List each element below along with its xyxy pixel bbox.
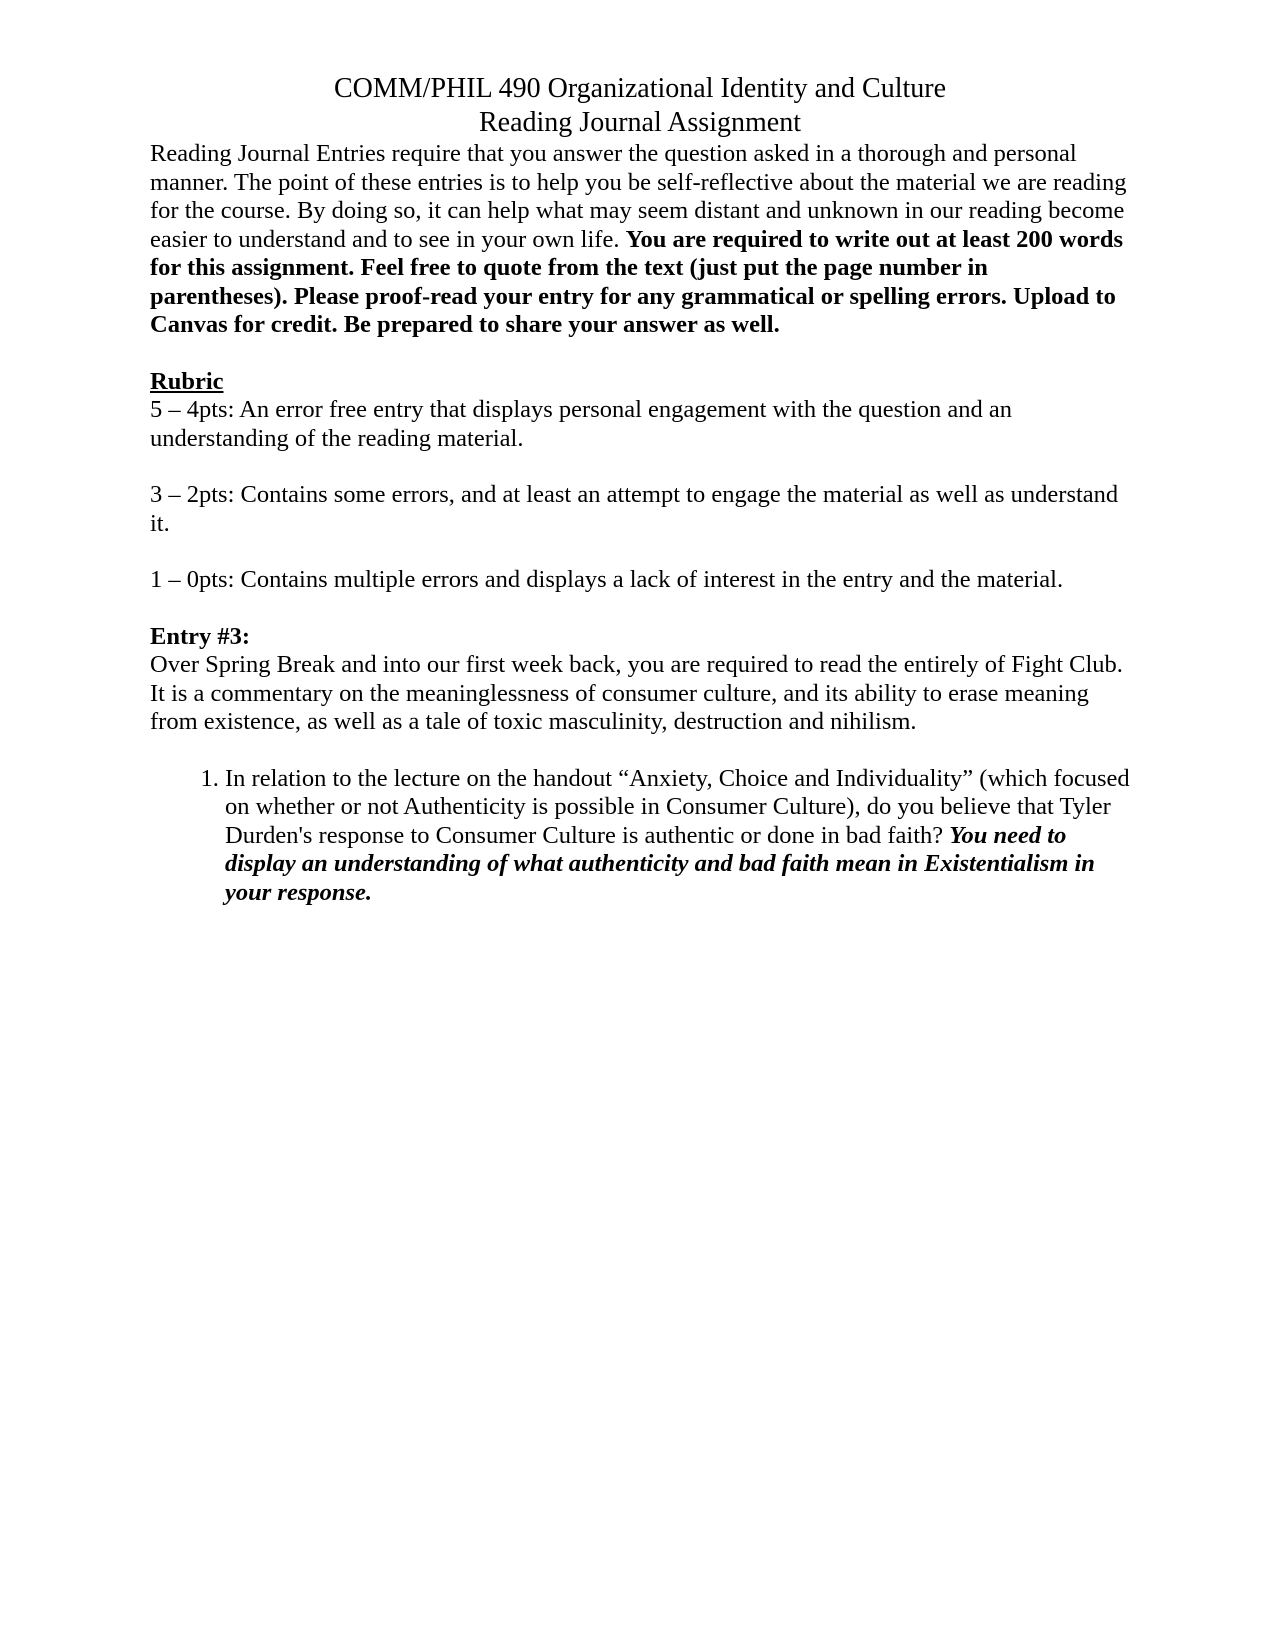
intro-paragraph bbox=[150, 140, 1130, 340]
intro-regular-text: Reading Journal Entries require that you answer the question asked in a thorough and personal manner. The point of these entries is to help you be self-reflective about the material we are reading for the course. By doing so, it can help what may seem distant and unknown in our reading become easier to understand and to see in your own life. bbox=[150, 140, 1127, 253]
question-item bbox=[225, 765, 1130, 908]
intro-bold-instructions: You are required to write out at least 200 words for this assignment. Feel free to quote from the text (just put the page number in parentheses). Please proof-read your entry for any grammatical or spelling errors. Upload to Canvas for credit. Be prepared to share your answer as well. bbox=[150, 225, 1124, 338]
rubric-item: 3 – 2pts: Contains some errors, and at least an attempt to engage the material as well as understand it. bbox=[150, 481, 1119, 537]
title-line-2: Reading Journal Assignment bbox=[479, 107, 801, 138]
entry-heading: Entry #3: bbox=[150, 622, 251, 650]
question-emphasis: You need to display an understanding of what authenticity and bad faith mean in Existentialism in your response. bbox=[225, 821, 1095, 906]
rubric-item: 5 – 4pts: An error free entry that displays personal engagement with the question and an understanding of the reading material. bbox=[150, 396, 1013, 452]
rubric-heading bbox=[150, 368, 1130, 397]
document-title bbox=[150, 72, 1130, 140]
question-text: In relation to the lecture on the handout “Anxiety, Choice and Individuality” (which focused on whether or not Authenticity is possible in Consumer Culture), do you believe that Tyler Durden's response to Consumer Culture is authentic or done in bad faith? bbox=[225, 764, 1130, 849]
title-line-1: COMM/PHIL 490 Organizational Identity and Culture bbox=[333, 73, 947, 104]
question-list bbox=[150, 765, 1130, 908]
entry-description: Over Spring Break and into our first week back, you are required to read the entirely of Fight Club. It is a commentary on the meaninglessness of consumer culture, and its ability to erase meaning from existence, as well as a tale of toxic masculinity, destruction and nihilism. bbox=[150, 651, 1123, 735]
document-page bbox=[150, 72, 1130, 907]
rubric-heading-text: Rubric bbox=[150, 367, 224, 395]
rubric-item: 1 – 0pts: Contains multiple errors and displays a lack of interest in the entry and the material. bbox=[150, 566, 1064, 593]
